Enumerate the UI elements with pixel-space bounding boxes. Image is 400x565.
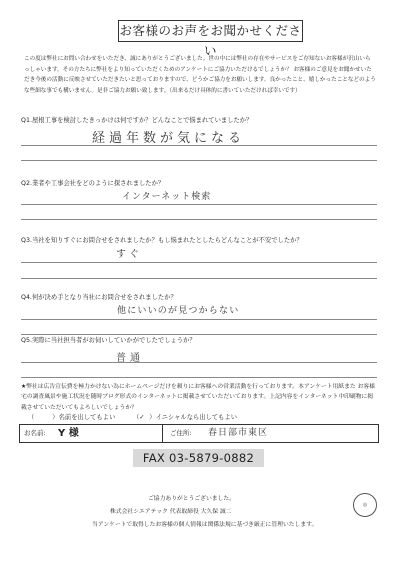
stamp-icon: ◎ (353, 493, 377, 517)
question-1-answer: 経過年数が気になる (92, 131, 246, 146)
question-2-answer: インターネット検索 (122, 192, 212, 202)
option-initial-ok[interactable]: （✓ ）イニシャルなら出してもよい (133, 414, 238, 421)
question-3-label: Q3.当社を知りすぐにお問合せをされましたか？もし悩まれたとしたらどんなことが不安でしたか？ (21, 237, 303, 244)
intro-text: この度は弊社にお問い合わせをいただき、誠にありがとうございました。世の中には弊社の存在やサービスをご存知ないお客様が沢山いらっしゃいます。その方たちに弊社をより知っていただくためのアンケートにご協力いただけるでしょうか？ お客様のご意見をお聞かせいただき今後の活動に反映させていただきたいと思っておりますので、どうかご協力をお願いします。良かったこと、嬉しかったことなどのような些細な事でも構いません。是非ご協力お願い致します。（出来るだけ具体的に書いていただければ幸いです） (24, 56, 376, 94)
answer-line (21, 377, 377, 378)
box-divider (162, 425, 163, 442)
option-name-ok[interactable]: （ ）名前を出してもよい (28, 414, 116, 421)
company-text: 株式会社シエアテック 代表取締役 大久保 誠二 (110, 509, 232, 515)
name-value: Y 様 (58, 428, 79, 439)
answer-line (21, 362, 377, 363)
form-title: お客様のお声をお聞かせください (118, 20, 303, 42)
address-value: 春日部市東区 (208, 428, 269, 438)
answer-line (21, 160, 377, 161)
question-1-label: Q1.屋根工事を検討したきっかけは何ですか？どんなことで悩まれていましたか？ (21, 117, 253, 124)
question-3-answer: すぐ (116, 249, 142, 260)
answer-line (21, 334, 377, 335)
answer-line (21, 262, 377, 263)
option-mark: ✓ (139, 414, 145, 421)
answer-line (21, 219, 377, 220)
thanks-text: ご協力ありがとうございました。 (148, 496, 235, 502)
name-address-box (19, 424, 379, 443)
publication-notice: ★弊社は広告宣伝費を極力かけない為にホームページだけを頼りにお客様への営業活動を行っております。本アンケート用紙また お客様宅の調査風景や施工状況を随時ブログ形式のインターネットに掲載させていただいております。上記内容をインターネット中印刷物に掲載させていただいてもよろしいでしょうか？ (21, 384, 375, 411)
question-4-label: Q4.何が決め手となり当社にお問合せをされましたか？ (21, 294, 177, 301)
answer-line (21, 319, 377, 320)
answer-line (21, 278, 377, 279)
question-2-label: Q2.業者や工事会社をどのように探されましたか？ (21, 180, 165, 187)
address-label: ご住所: (170, 429, 192, 437)
option-label: 名前を出してもよい (58, 414, 116, 421)
question-5-label: Q5.実際に当社担当者がお伺いしていかがでしたでしょうか？ (21, 337, 196, 344)
answer-line (21, 204, 377, 205)
question-4-answer: 他にいいのが見つからない (117, 306, 240, 316)
option-label: イニシャルなら出してもよい (155, 414, 238, 421)
question-5-answer: 普通 (116, 353, 144, 364)
name-label: お名前: (24, 429, 46, 437)
fax-number: FAX 03-5879-0882 (133, 449, 264, 467)
answer-line (21, 145, 377, 146)
privacy-text: 当アンケートで取得したお客様の個人情報は関係法規に基づき厳正に管理いたします。 (92, 522, 318, 528)
